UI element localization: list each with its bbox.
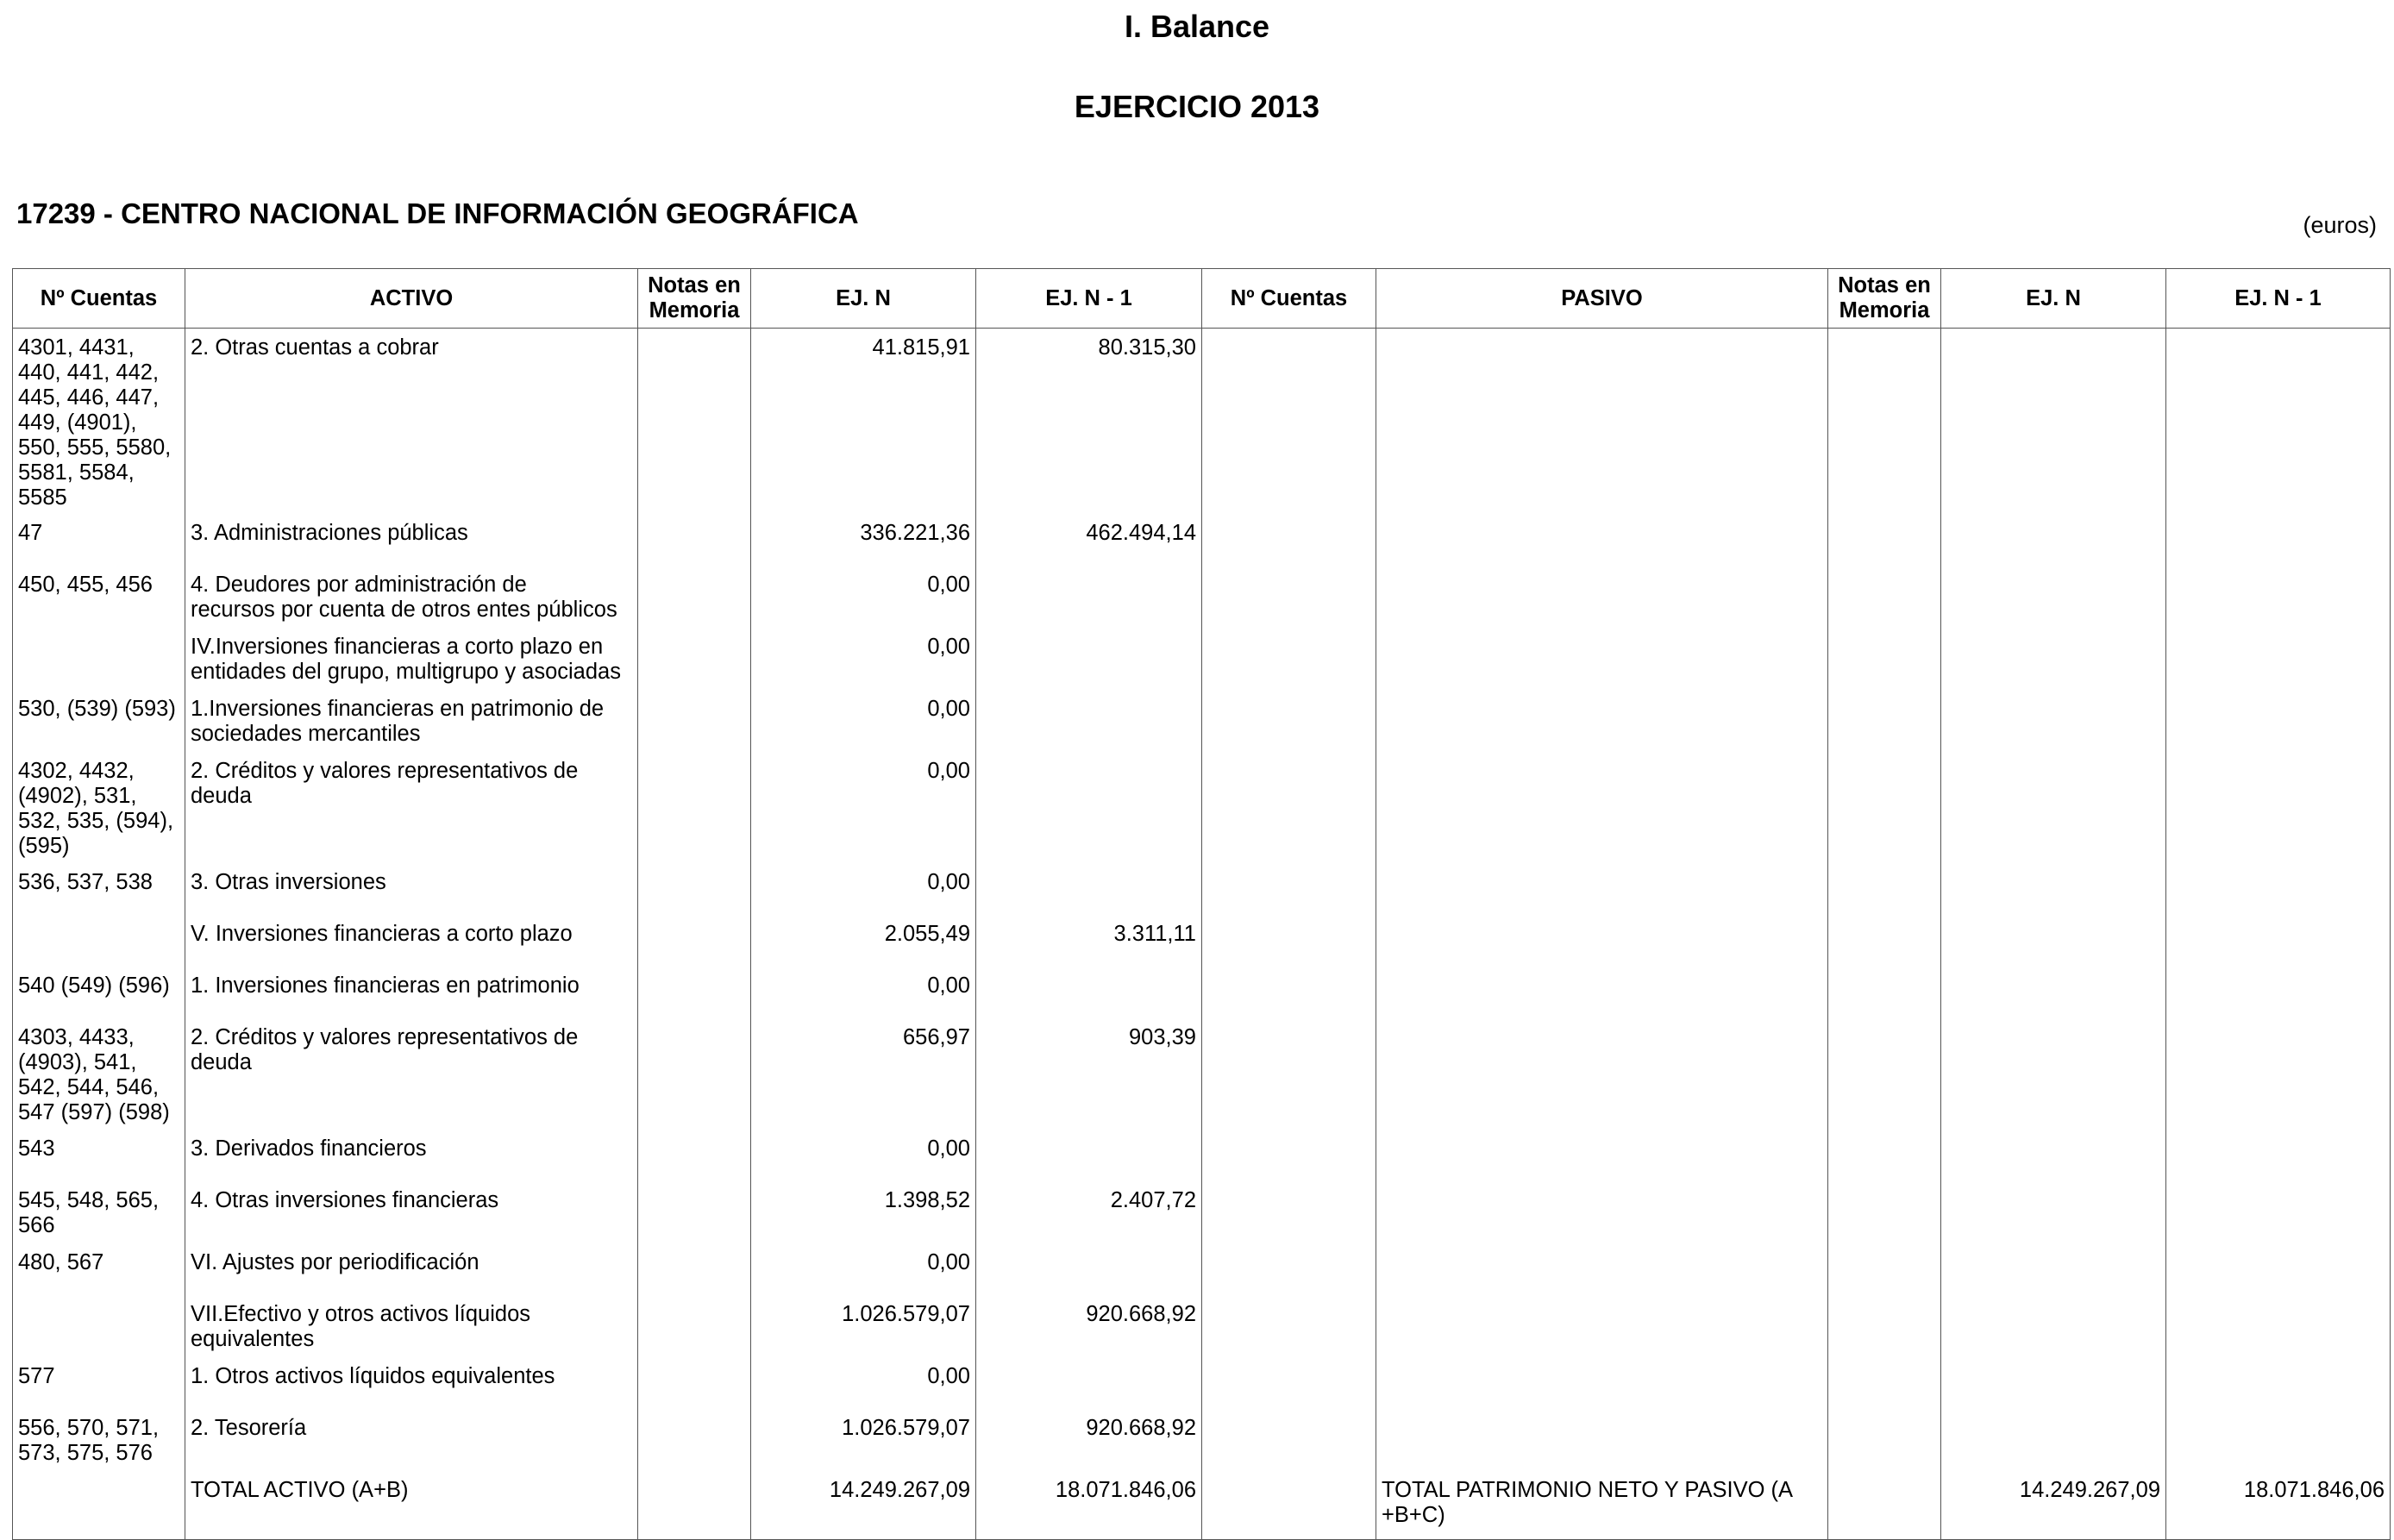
cell-pasivo-notas <box>1828 1295 1941 1357</box>
cell-cuentas: 4302, 4432, (4902), 531, 532, 535, (594), (595) <box>13 752 185 863</box>
cell-notas <box>638 690 751 752</box>
cell-ej-n: 2.055,49 <box>751 915 976 967</box>
table-header-row <box>13 269 2391 329</box>
cell-notas <box>638 628 751 690</box>
cell-pasivo-concepto <box>1376 1018 1828 1130</box>
cell-pasivo-cuentas <box>1202 566 1376 628</box>
col-header-cuentas-pasivo: Nº Cuentas <box>1202 269 1376 329</box>
cell-pasivo-cuentas <box>1202 1409 1376 1471</box>
cell-cuentas: 577 <box>13 1357 185 1409</box>
table-row <box>13 863 2391 915</box>
col-header-cuentas-activo: Nº Cuentas <box>13 269 185 329</box>
table-row <box>13 1018 2391 1130</box>
cell-concepto: VI. Ajustes por periodificación <box>185 1243 638 1295</box>
col-header-notas-pasivo: Notas en Memoria <box>1828 269 1941 329</box>
table-row <box>13 1409 2391 1471</box>
cell-ej-n: 0,00 <box>751 863 976 915</box>
cell-ej-n1 <box>976 967 1202 1018</box>
cell-pasivo-concepto <box>1376 1243 1828 1295</box>
cell-ej-n: 0,00 <box>751 752 976 863</box>
cell-pasivo-concepto <box>1376 915 1828 967</box>
cell-pasivo-notas <box>1828 1409 1941 1471</box>
cell-cuentas <box>13 628 185 690</box>
cell-pasivo-ej-n <box>1941 566 2166 628</box>
cell-pasivo-concepto <box>1376 1181 1828 1243</box>
cell-notas <box>638 752 751 863</box>
cell-ej-n1 <box>976 1130 1202 1181</box>
cell-cuentas: 556, 570, 571, 573, 575, 576 <box>13 1409 185 1471</box>
total-notas <box>638 1471 751 1540</box>
cell-pasivo-ej-n <box>1941 967 2166 1018</box>
cell-pasivo-ej-n1 <box>2166 1243 2391 1295</box>
cell-pasivo-notas <box>1828 1018 1941 1130</box>
cell-cuentas <box>13 1295 185 1357</box>
total-pasivo-notas <box>1828 1471 1941 1540</box>
table-row <box>13 329 2391 514</box>
cell-ej-n1: 920.668,92 <box>976 1409 1202 1471</box>
cell-pasivo-cuentas <box>1202 915 1376 967</box>
cell-pasivo-ej-n <box>1941 1295 2166 1357</box>
cell-pasivo-notas <box>1828 915 1941 967</box>
cell-pasivo-cuentas <box>1202 967 1376 1018</box>
document-title: I. Balance <box>1124 9 1270 44</box>
total-pasivo-ej-n: 14.249.267,09 <box>1941 1471 2166 1540</box>
cell-concepto: 2. Créditos y valores representativos de deuda <box>185 752 638 863</box>
table-row <box>13 1357 2391 1409</box>
cell-cuentas: 4303, 4433, (4903), 541, 542, 544, 546, 547 (597) (598) <box>13 1018 185 1130</box>
cell-pasivo-notas <box>1828 1130 1941 1181</box>
col-header-ej-n1-activo: EJ. N - 1 <box>976 269 1202 329</box>
total-row <box>13 1471 2391 1540</box>
cell-ej-n1: 462.494,14 <box>976 514 1202 566</box>
balance-table <box>12 268 2391 1540</box>
cell-pasivo-ej-n1 <box>2166 690 2391 752</box>
total-activo-label: TOTAL ACTIVO (A+B) <box>185 1471 638 1540</box>
cell-pasivo-ej-n <box>1941 1018 2166 1130</box>
cell-notas <box>638 1130 751 1181</box>
table-row <box>13 1295 2391 1357</box>
cell-ej-n: 0,00 <box>751 1243 976 1295</box>
cell-pasivo-notas <box>1828 752 1941 863</box>
total-cuentas <box>13 1471 185 1540</box>
cell-ej-n1: 2.407,72 <box>976 1181 1202 1243</box>
cell-pasivo-ej-n <box>1941 752 2166 863</box>
cell-notas <box>638 1181 751 1243</box>
cell-pasivo-notas <box>1828 967 1941 1018</box>
cell-cuentas: 543 <box>13 1130 185 1181</box>
cell-pasivo-ej-n <box>1941 514 2166 566</box>
cell-pasivo-ej-n1 <box>2166 1130 2391 1181</box>
cell-ej-n: 1.398,52 <box>751 1181 976 1243</box>
cell-pasivo-ej-n <box>1941 690 2166 752</box>
cell-cuentas: 480, 567 <box>13 1243 185 1295</box>
cell-pasivo-concepto <box>1376 1357 1828 1409</box>
cell-pasivo-cuentas <box>1202 329 1376 514</box>
cell-pasivo-ej-n1 <box>2166 967 2391 1018</box>
cell-notas <box>638 1243 751 1295</box>
cell-notas <box>638 1295 751 1357</box>
cell-notas <box>638 566 751 628</box>
cell-concepto: 4. Deudores por administración de recursos por cuenta de otros entes públicos <box>185 566 638 628</box>
cell-cuentas <box>13 915 185 967</box>
col-header-pasivo: PASIVO <box>1376 269 1828 329</box>
cell-pasivo-cuentas <box>1202 1130 1376 1181</box>
cell-pasivo-cuentas <box>1202 1018 1376 1130</box>
cell-pasivo-concepto <box>1376 1130 1828 1181</box>
cell-pasivo-ej-n1 <box>2166 514 2391 566</box>
cell-pasivo-concepto <box>1376 514 1828 566</box>
cell-ej-n1 <box>976 863 1202 915</box>
total-activo-ej-n: 14.249.267,09 <box>751 1471 976 1540</box>
cell-pasivo-notas <box>1828 329 1941 514</box>
cell-pasivo-notas <box>1828 690 1941 752</box>
cell-cuentas: 545, 548, 565, 566 <box>13 1181 185 1243</box>
cell-concepto: 3. Administraciones públicas <box>185 514 638 566</box>
cell-notas <box>638 514 751 566</box>
col-header-notas-activo: Notas en Memoria <box>638 269 751 329</box>
cell-ej-n1 <box>976 566 1202 628</box>
cell-pasivo-ej-n1 <box>2166 915 2391 967</box>
cell-cuentas: 536, 537, 538 <box>13 863 185 915</box>
cell-pasivo-ej-n1 <box>2166 1409 2391 1471</box>
total-pasivo-ej-n1: 18.071.846,06 <box>2166 1471 2391 1540</box>
table-row <box>13 967 2391 1018</box>
cell-concepto: IV.Inversiones financieras a corto plazo en entidades del grupo, multigrupo y asociadas <box>185 628 638 690</box>
cell-pasivo-cuentas <box>1202 1357 1376 1409</box>
cell-pasivo-notas <box>1828 1357 1941 1409</box>
cell-pasivo-concepto <box>1376 566 1828 628</box>
cell-pasivo-cuentas <box>1202 1295 1376 1357</box>
cell-pasivo-cuentas <box>1202 1243 1376 1295</box>
cell-notas <box>638 863 751 915</box>
cell-ej-n1: 920.668,92 <box>976 1295 1202 1357</box>
cell-notas <box>638 915 751 967</box>
cell-ej-n: 1.026.579,07 <box>751 1295 976 1357</box>
table-row <box>13 1243 2391 1295</box>
cell-ej-n: 0,00 <box>751 690 976 752</box>
cell-pasivo-cuentas <box>1202 690 1376 752</box>
cell-concepto: 2. Tesorería <box>185 1409 638 1471</box>
table-row <box>13 752 2391 863</box>
cell-notas <box>638 1409 751 1471</box>
cell-pasivo-ej-n <box>1941 1243 2166 1295</box>
table-row <box>13 514 2391 566</box>
cell-ej-n1: 903,39 <box>976 1018 1202 1130</box>
total-pasivo-cuentas <box>1202 1471 1376 1540</box>
cell-concepto: 1. Otros activos líquidos equivalentes <box>185 1357 638 1409</box>
cell-ej-n: 1.026.579,07 <box>751 1409 976 1471</box>
col-header-ej-n1-pasivo: EJ. N - 1 <box>2166 269 2391 329</box>
cell-ej-n: 0,00 <box>751 1357 976 1409</box>
cell-ej-n1 <box>976 628 1202 690</box>
cell-concepto: 1. Inversiones financieras en patrimonio <box>185 967 638 1018</box>
cell-ej-n: 336.221,36 <box>751 514 976 566</box>
col-header-activo: ACTIVO <box>185 269 638 329</box>
cell-ej-n1 <box>976 752 1202 863</box>
cell-concepto: 3. Derivados financieros <box>185 1130 638 1181</box>
cell-concepto: 2. Otras cuentas a cobrar <box>185 329 638 514</box>
total-pasivo-label: TOTAL PATRIMONIO NETO Y PASIVO (A +B+C) <box>1376 1471 1828 1540</box>
cell-pasivo-concepto <box>1376 329 1828 514</box>
cell-pasivo-ej-n1 <box>2166 1295 2391 1357</box>
cell-cuentas: 450, 455, 456 <box>13 566 185 628</box>
cell-cuentas: 530, (539) (593) <box>13 690 185 752</box>
cell-notas <box>638 967 751 1018</box>
cell-pasivo-ej-n1 <box>2166 628 2391 690</box>
cell-pasivo-concepto <box>1376 628 1828 690</box>
cell-pasivo-cuentas <box>1202 628 1376 690</box>
cell-concepto: 4. Otras inversiones financieras <box>185 1181 638 1243</box>
cell-cuentas: 47 <box>13 514 185 566</box>
cell-pasivo-cuentas <box>1202 514 1376 566</box>
entity-title: 17239 - CENTRO NACIONAL DE INFORMACIÓN GEOGRÁFICA <box>16 197 859 229</box>
cell-pasivo-cuentas <box>1202 752 1376 863</box>
col-header-ej-n-activo: EJ. N <box>751 269 976 329</box>
cell-pasivo-ej-n <box>1941 863 2166 915</box>
cell-ej-n: 656,97 <box>751 1018 976 1130</box>
cell-pasivo-concepto <box>1376 863 1828 915</box>
cell-pasivo-ej-n1 <box>2166 1181 2391 1243</box>
cell-pasivo-ej-n <box>1941 1130 2166 1181</box>
cell-pasivo-notas <box>1828 1243 1941 1295</box>
cell-pasivo-notas <box>1828 514 1941 566</box>
cell-concepto: V. Inversiones financieras a corto plazo <box>185 915 638 967</box>
cell-ej-n: 0,00 <box>751 1130 976 1181</box>
cell-concepto: 3. Otras inversiones <box>185 863 638 915</box>
cell-pasivo-ej-n1 <box>2166 329 2391 514</box>
cell-pasivo-cuentas <box>1202 1181 1376 1243</box>
cell-ej-n1 <box>976 1357 1202 1409</box>
cell-pasivo-ej-n <box>1941 915 2166 967</box>
cell-pasivo-concepto <box>1376 1295 1828 1357</box>
cell-pasivo-notas <box>1828 1181 1941 1243</box>
cell-concepto: VII.Efectivo y otros activos líquidos equivalentes <box>185 1295 638 1357</box>
cell-pasivo-concepto <box>1376 967 1828 1018</box>
cell-pasivo-ej-n1 <box>2166 566 2391 628</box>
cell-pasivo-concepto <box>1376 690 1828 752</box>
cell-ej-n: 0,00 <box>751 967 976 1018</box>
cell-ej-n: 0,00 <box>751 566 976 628</box>
cell-ej-n: 0,00 <box>751 628 976 690</box>
cell-ej-n: 41.815,91 <box>751 329 976 514</box>
table-row <box>13 690 2391 752</box>
cell-pasivo-ej-n1 <box>2166 863 2391 915</box>
balance-body <box>13 329 2391 1540</box>
cell-ej-n1: 3.311,11 <box>976 915 1202 967</box>
table-row <box>13 1181 2391 1243</box>
cell-pasivo-ej-n1 <box>2166 1357 2391 1409</box>
cell-ej-n1 <box>976 1243 1202 1295</box>
cell-cuentas: 540 (549) (596) <box>13 967 185 1018</box>
cell-pasivo-ej-n <box>1941 329 2166 514</box>
cell-concepto: 2. Créditos y valores representativos de deuda <box>185 1018 638 1130</box>
cell-pasivo-notas <box>1828 863 1941 915</box>
cell-notas <box>638 1357 751 1409</box>
table-row <box>13 566 2391 628</box>
cell-pasivo-cuentas <box>1202 863 1376 915</box>
cell-notas <box>638 329 751 514</box>
cell-ej-n1 <box>976 690 1202 752</box>
cell-pasivo-concepto <box>1376 1409 1828 1471</box>
currency-note: (euros) <box>2303 212 2377 238</box>
cell-pasivo-ej-n <box>1941 1181 2166 1243</box>
document-subtitle: EJERCICIO 2013 <box>1074 89 1320 124</box>
total-activo-ej-n1: 18.071.846,06 <box>976 1471 1202 1540</box>
cell-cuentas: 4301, 4431, 440, 441, 442, 445, 446, 447, 449, (4901), 550, 555, 5580, 5581, 5584, 5585 <box>13 329 185 514</box>
cell-ej-n1: 80.315,30 <box>976 329 1202 514</box>
cell-pasivo-notas <box>1828 628 1941 690</box>
col-header-ej-n-pasivo: EJ. N <box>1941 269 2166 329</box>
cell-pasivo-ej-n1 <box>2166 1018 2391 1130</box>
cell-concepto: 1.Inversiones financieras en patrimonio de sociedades mercantiles <box>185 690 638 752</box>
table-row <box>13 915 2391 967</box>
table-row <box>13 628 2391 690</box>
cell-pasivo-ej-n <box>1941 1357 2166 1409</box>
cell-pasivo-concepto <box>1376 752 1828 863</box>
cell-pasivo-ej-n1 <box>2166 752 2391 863</box>
cell-pasivo-notas <box>1828 566 1941 628</box>
table-row <box>13 1130 2391 1181</box>
cell-pasivo-ej-n <box>1941 1409 2166 1471</box>
cell-pasivo-ej-n <box>1941 628 2166 690</box>
cell-notas <box>638 1018 751 1130</box>
